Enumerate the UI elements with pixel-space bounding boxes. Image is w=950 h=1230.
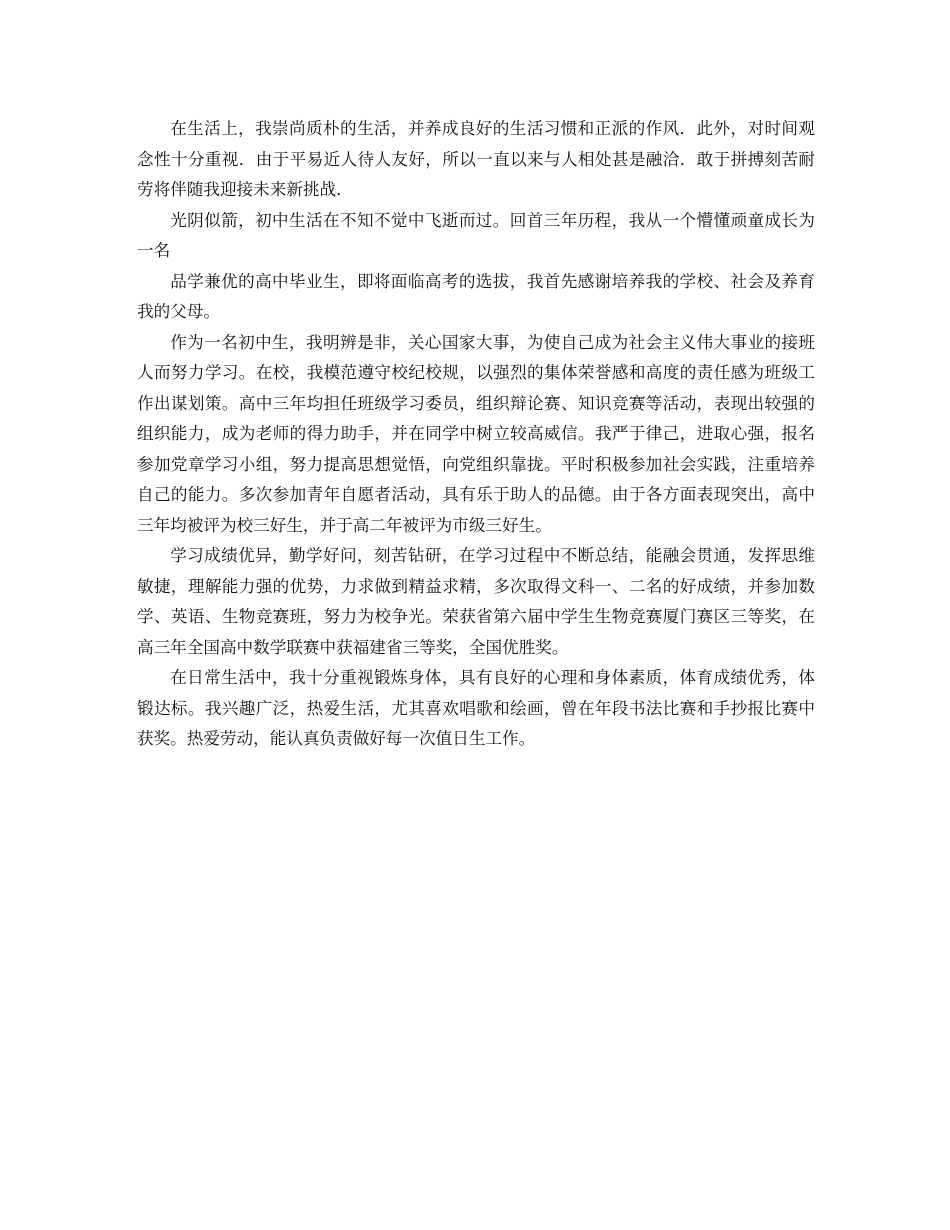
paragraph-graduate: 品学兼优的高中毕业生，即将面临高考的选拔，我首先感谢培养我的学校、社会及养育我的父母。 — [137, 271, 815, 321]
paragraph-life-style: 在生活上，我崇尚质朴的生活，并养成良好的生活习惯和正派的作风．此外，对时间观念性十分重视．由于平易近人待人友好，所以一直以来与人相处甚是融洽．敢于拼搏刻苦耐劳将伴随我迎接未来新挑战． — [137, 119, 815, 199]
document-page — [137, 114, 815, 755]
paragraph-time-flies: 光阴似箭，初中生活在不知不觉中飞逝而过。回首三年历程，我从一个懵懂顽童成长为一名 — [137, 210, 815, 260]
paragraph-daily-life: 在日常生活中，我十分重视锻炼身体，具有良好的心理和身体素质，体育成绩优秀，体锻达标。我兴趣广泛，热爱生活，尤其喜欢唱歌和绘画，曾在年段书法比赛和手抄报比赛中获奖。热爱劳动，能认真负责做好每一次值日生工作。 — [137, 668, 815, 748]
paragraph-conduct: 作为一名初中生，我明辨是非，关心国家大事，为使自己成为社会主义伟大事业的接班人而努力学习。在校，我模范遵守校纪校规，以强烈的集体荣誉感和高度的责任感为班级工作出谋划策。高中三年均担任班级学习委员，组织辩论赛、知识竞赛等活动，表现出较强的组织能力，成为老师的得力助手，并在同学中树立较高威信。我严于律己，进取心强，报名参加党章学习小组，努力提高思想觉悟，向党组织靠拢。平时积极参加社会实践，注重培养自己的能力。多次参加青年自愿者活动，具有乐于助人的品德。由于各方面表现突出，高中三年均被评为校三好生，并于高二年被评为市级三好生。 — [137, 332, 815, 535]
paragraph-academics: 学习成绩优异，勤学好问，刻苦钻研，在学习过程中不断总结，能融会贯通，发挥思维敏捷，理解能力强的优势，力求做到精益求精，多次取得文科一、二名的好成绩，并参加数学、英语、生物竞赛班，努力为校争光。荣获省第六届中学生生物竞赛厦门赛区三等奖，在高三年全国高中数学联赛中获福建省三等奖，全国优胜奖。 — [137, 546, 815, 657]
